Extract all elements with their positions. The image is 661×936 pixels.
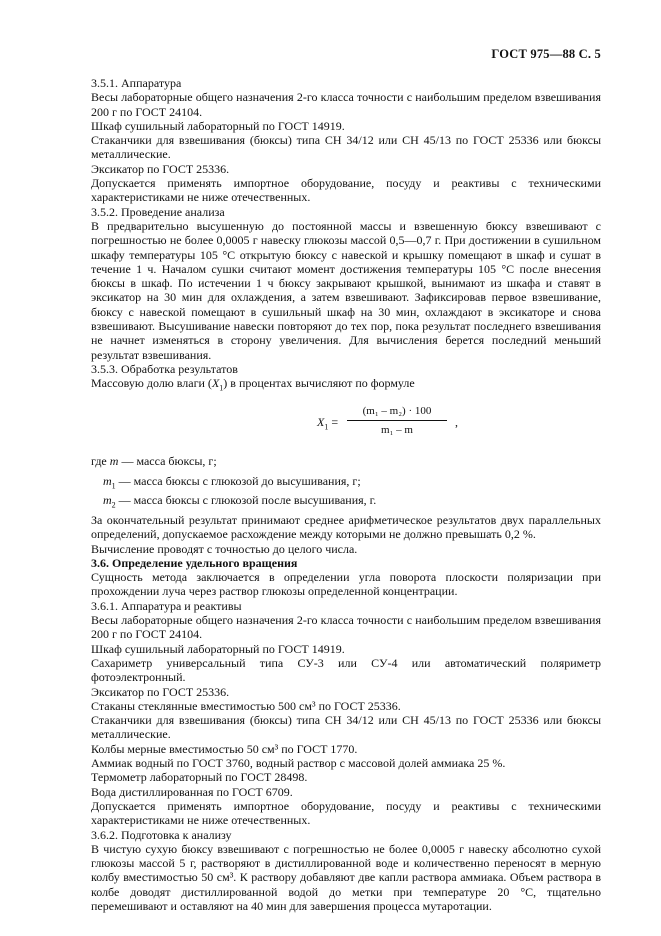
- formula-fraction: [347, 404, 447, 438]
- paragraph: Допускается применять импортное оборудование, посуду и реактивы с техническими характеристиками не ниже отечественных.: [91, 798, 601, 828]
- paragraph: Вычисление проводят с точностью до целого числа.: [91, 541, 358, 556]
- paragraph: Термометр лабораторный по ГОСТ 28498.: [91, 770, 308, 785]
- section-3-5-block: [91, 76, 601, 376]
- paragraph: Допускается применять импортное оборудование, посуду и реактивы с техническими характеристиками не ниже отечественных.: [91, 176, 601, 205]
- paragraph: В чистую сухую бюксу взвешивают с погрешностью не более 0,0005 г навеску абсолютно сухой глюкозы массой 5 г, растворяют в дистиллированной воде и количественно переносят в мерную колбу вместимостью 50 см³. К раствору добавляют две капли раствора аммиака. Объем раствора в колбе доводят дистиллированной водой до метки при температуре 20 °С, тщательно перемешивают и оставляют на 40 мин для завершения процесса мутаротации.: [91, 841, 601, 913]
- paragraph: 3.5.3. Обработка результатов: [91, 361, 238, 376]
- moisture-formula: $X_1$ = $\frac{\text{(m₁ – m₂) · 100}}{\text{m₁ – m}}$ ,: [317, 404, 458, 437]
- paragraph: 3.5.2. Проведение анализа: [91, 204, 225, 219]
- paragraph: Весы лабораторные общего назначения 2-го класса точности с наибольшим пределом взвешивания 200 г по ГОСТ 24104.: [91, 90, 601, 119]
- paragraph: 3.6. Определение удельного вращения: [91, 555, 298, 570]
- paragraph: Эксикатор по ГОСТ 25336.: [91, 161, 230, 176]
- paragraph: Стаканчики для взвешивания (бюксы) типа СН 34/12 или СН 45/13 по ГОСТ 25336 или бюксы металлические.: [91, 133, 601, 162]
- document-body: [91, 76, 601, 913]
- paragraph: Весы лабораторные общего назначения 2-го класса точности с наибольшим пределом взвешивания 200 г по ГОСТ 24104.: [91, 613, 601, 642]
- paragraph: Стаканчики для взвешивания (бюксы) типа СН 34/12 или СН 45/13 по ГОСТ 25336 или бюксы металлические.: [91, 713, 601, 742]
- variable-definition: $m_1$ — масса бюксы с глюкозой до высушивания, г;: [103, 473, 361, 490]
- paragraph: 3.5.1. Аппаратура: [91, 76, 182, 90]
- paragraph: Шкаф сушильный лабораторный по ГОСТ 14919.: [91, 641, 345, 656]
- paragraph: Сахариметр универсальный типа СУ-3 или СУ-4 или автоматический поляриметр фотоэлектронный.: [91, 655, 601, 685]
- variable-definitions: [91, 454, 601, 513]
- variable-definition: $m_2$ — масса бюксы с глюкозой после высушивания, г.: [103, 493, 377, 510]
- paragraph: В предварительно высушенную до постоянной массы и взвешенную бюксу взвешивают с погрешностью не более 0,0005 г навеску глюкозы массой 0,5—0,7 г. При достижении в сушильном шкафу температуры 105 °С открытую бюксу с навеской и крышку помещают в шкаф и сушат в течение 1 ч. Началом сушки считают момент достижения температуры 105 °С после внесения бюксы в шкаф. По истечении 1 ч бюксу закрывают крышкой, вынимают из шкафа и ставят в эксикатор на 30 мин для охлаждения, а затем взвешивают. Зафиксировав первое взвешивание, бюксу с навеской помещают в сушильный шкаф на 30 мин, охлаждают в эксикаторе и снова взвешивают. Высушивание навески повторяют до тех пор, пока результат последнего взвешивания не начнет изменяться в сторону увеличения. Для вычисления берется последний меньший результат взвешивания.: [91, 218, 601, 362]
- paragraph: Колбы мерные вместимостью 50 см³ по ГОСТ 1770.: [91, 741, 358, 756]
- formula-lhs: $X_1$ =: [317, 414, 339, 432]
- paragraph: Шкаф сушильный лабораторный по ГОСТ 14919.: [91, 118, 345, 133]
- paragraph: Аммиак водный по ГОСТ 3760, водный раствор с массовой долей аммиака 25 %.: [91, 756, 506, 771]
- paragraph: 3.6.1. Аппаратура и реактивы: [91, 598, 242, 613]
- section-3-6-block: [91, 513, 601, 913]
- paragraph: За окончательный результат принимают среднее арифметическое результатов двух параллельных определений, допускаемое расхождение между которыми не должно превышать 0,2 %.: [91, 512, 601, 542]
- paragraph: Эксикатор по ГОСТ 25336.: [91, 684, 230, 699]
- page-header: ГОСТ 975—88 С. 5: [491, 47, 601, 61]
- formula-numerator: (m₁ – m₂) · 100: [347, 404, 447, 421]
- formula-denominator: m₁ – m: [381, 424, 413, 437]
- paragraph: Вода дистиллированная по ГОСТ 6709.: [91, 784, 293, 799]
- paragraph: 3.6.2. Подготовка к анализу: [91, 827, 232, 842]
- variable-definition: где m — масса бюксы, г;: [91, 453, 217, 468]
- paragraph: Сущность метода заключается в определении угла поворота плоскости поляризации при прохождении луча через раствор глюкозы определенной концентрации.: [91, 570, 601, 599]
- paragraph: Стаканы стеклянные вместимостью 500 см³ по ГОСТ 25336.: [91, 698, 401, 713]
- formula-intro: Массовую долю влаги $(X_1)$ в процентах вычисляют по формуле: [91, 376, 415, 393]
